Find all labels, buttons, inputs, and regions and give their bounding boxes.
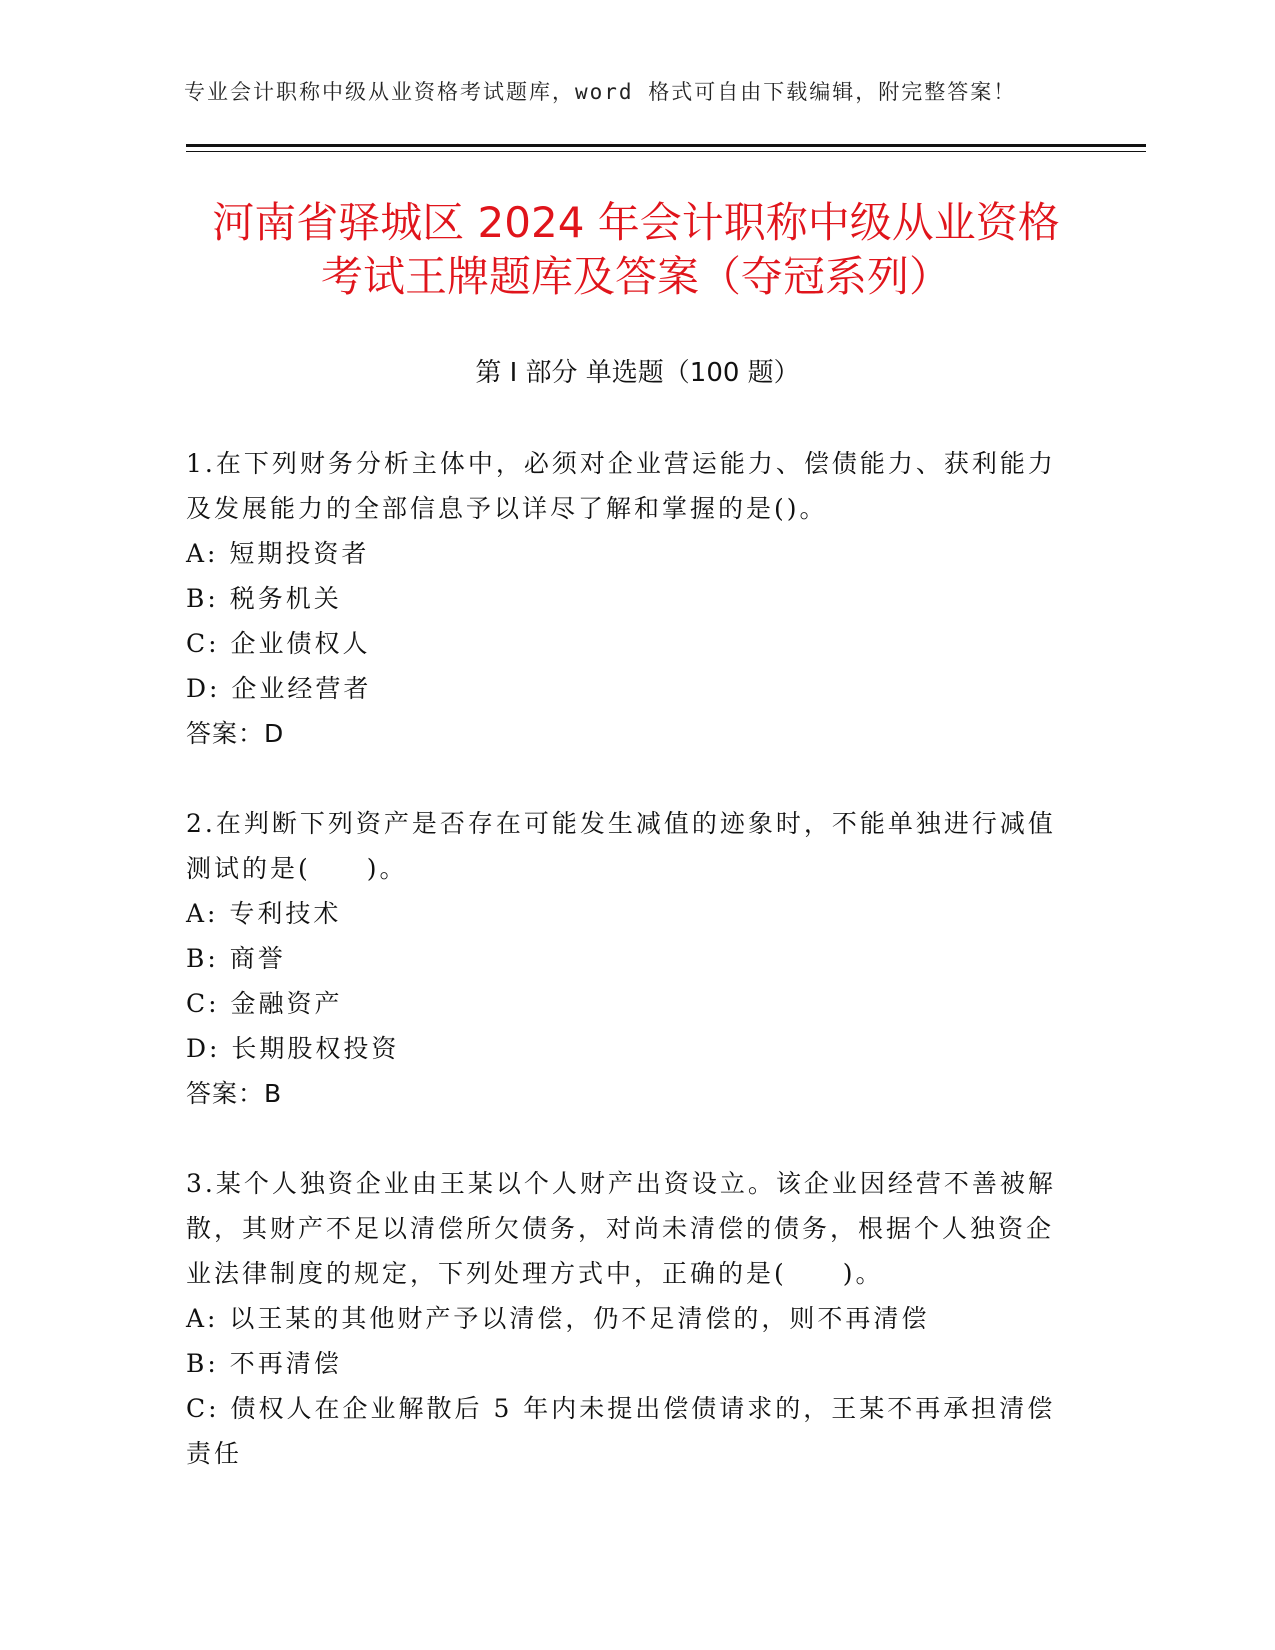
option-a: A: 专利技术 xyxy=(186,899,342,928)
question-stem: 1.在下列财务分析主体中，必须对企业营运能力、偿债能力、获利能力及发展能力的全部信息予以详尽了解和掌握的是()。 xyxy=(186,449,1056,523)
header-rule-thick xyxy=(186,144,1146,147)
question-1 xyxy=(186,441,1066,756)
section-heading: 第 I 部分 单选题（100 题） xyxy=(475,358,800,388)
option-d: D: 长期股权投资 xyxy=(186,1034,400,1063)
title-line-1: 河南省驿城区 2024 年会计职称中级从业资格 xyxy=(212,198,1060,247)
question-stem: 2.在判断下列资产是否存在可能发生减值的迹象时，不能单独进行减值测试的是( )。 xyxy=(186,809,1056,883)
option-d: D: 企业经营者 xyxy=(186,674,372,703)
option-a: A: 短期投资者 xyxy=(186,539,370,568)
option-a: A: 以王某的其他财产予以清偿，仍不足清偿的，则不再清偿 xyxy=(186,1304,930,1333)
option-c: C: 金融资产 xyxy=(186,989,343,1018)
question-3 xyxy=(186,1161,1066,1476)
option-b: B: 不再清偿 xyxy=(186,1349,342,1378)
question-2 xyxy=(186,801,1066,1116)
answer: 答案：D xyxy=(186,719,285,748)
header-rule-thin xyxy=(186,151,1146,152)
option-b: B: 税务机关 xyxy=(186,584,342,613)
option-c: C: 债权人在企业解散后 5 年内未提出偿债请求的，王某不再承担清偿责任 xyxy=(186,1394,1056,1468)
header-text: 专业会计职称中级从业资格考试题库，word 格式可自由下载编辑，附完整答案！ xyxy=(184,80,1017,104)
title-line-2: 考试王牌题库及答案（夺冠系列） xyxy=(320,252,951,301)
question-stem: 3.某个人独资企业由王某以个人财产出资设立。该企业因经营不善被解散，其财产不足以清偿所欠债务，对尚未清偿的债务，根据个人独资企业法律制度的规定，下列处理方式中，正确的是( )。 xyxy=(186,1169,1056,1288)
option-b: B: 商誉 xyxy=(186,944,286,973)
answer: 答案：B xyxy=(186,1079,283,1108)
question-list xyxy=(186,441,1066,1521)
option-c: C: 企业债权人 xyxy=(186,629,371,658)
document-title xyxy=(186,196,1086,304)
